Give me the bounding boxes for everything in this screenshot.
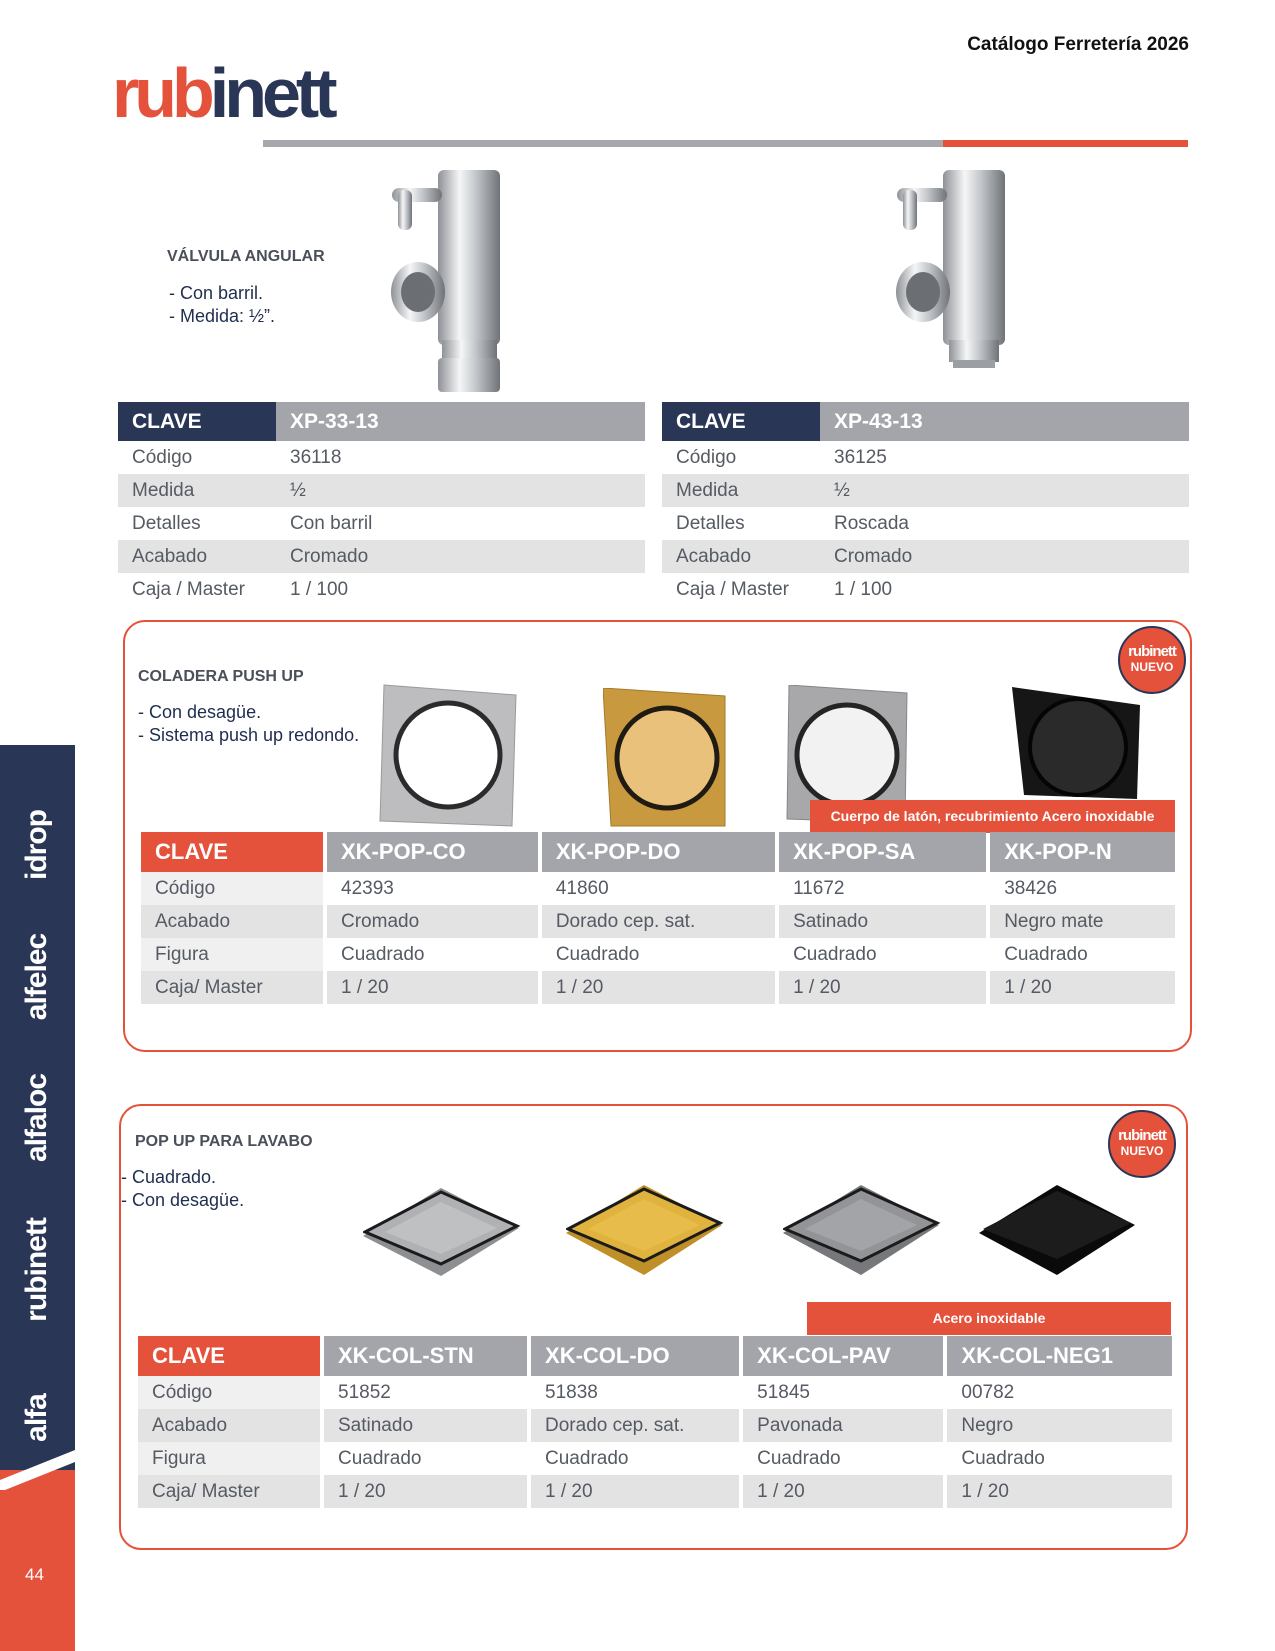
row-label: Acabado — [118, 540, 276, 573]
clave-label: CLAVE — [118, 402, 276, 441]
product-code: XK-POP-CO — [327, 832, 538, 872]
row-value: 38426 — [1004, 877, 1058, 899]
row-value: 00782 — [961, 1381, 1015, 1403]
valve-bullets — [169, 282, 275, 328]
popup-section-title: POP UP PARA LAVABO — [135, 1133, 313, 1150]
row-value: Cuadrado — [757, 1447, 841, 1469]
product-code: XK-POP-N — [990, 832, 1175, 872]
row-value: Cuadrado — [793, 943, 877, 965]
coladera-image-n — [1012, 687, 1142, 802]
valve-section-title: VÁLVULA ANGULAR — [167, 248, 325, 265]
row-value: 11672 — [793, 877, 845, 899]
popup-bullet: - Cuadrado. — [121, 1167, 217, 1187]
row-value: Roscada — [834, 512, 909, 534]
popup-image-pav — [783, 1185, 941, 1277]
popup-image-neg1 — [979, 1185, 1137, 1277]
row-value: 1 / 20 — [531, 1475, 739, 1508]
row-value: Cuadrado — [545, 1447, 629, 1469]
catalog-name: Catálogo Ferretería — [967, 34, 1142, 55]
valve-spec-table-2 — [662, 402, 1189, 606]
row-value: 42393 — [341, 877, 394, 899]
row-value: Negro — [947, 1409, 1172, 1442]
row-value: Dorado cep. sat. — [542, 905, 775, 938]
rubinett-logo: rubinett — [112, 54, 333, 132]
row-value: 1 / 100 — [834, 578, 893, 600]
row-value: 51852 — [338, 1381, 391, 1403]
valve-image-xp-33-13 — [390, 170, 520, 395]
nuevo-badge: rubinett NUEVO — [1108, 1110, 1176, 1178]
sidebar-page-block — [0, 1470, 75, 1651]
row-label: Código — [138, 1376, 320, 1409]
product-code: XK-COL-NEG1 — [947, 1336, 1172, 1376]
row-value: 36118 — [290, 446, 342, 468]
row-label: Acabado — [662, 540, 820, 573]
row-value: 1 / 20 — [542, 971, 775, 1004]
sidebar-brand-idrop[interactable]: idrop — [20, 810, 53, 880]
clave-label: CLAVE — [138, 1336, 320, 1376]
coladera-material-banner: Cuerpo de latón, recubrimiento Acero inoxidable — [810, 800, 1175, 833]
clave-label: CLAVE — [141, 832, 323, 872]
row-value: ½ — [820, 474, 1189, 507]
row-value: Con barril — [290, 512, 373, 534]
product-code: XK-COL-PAV — [743, 1336, 943, 1376]
row-value: 1 / 20 — [990, 971, 1175, 1004]
popup-bullet: - Con desagüe. — [121, 1190, 245, 1210]
row-label: Código — [132, 446, 193, 468]
row-value: Cromado — [276, 540, 645, 573]
row-value: Cuadrado — [341, 943, 425, 965]
sidebar-white-stripe — [0, 1440, 75, 1490]
sidebar-brand-alfelec[interactable]: alfelec — [20, 933, 53, 1021]
row-value: Cuadrado — [961, 1447, 1045, 1469]
row-label: Código — [676, 446, 737, 468]
popup-image-do — [566, 1185, 724, 1277]
coladera-image-do — [603, 688, 728, 828]
valve-bullet: - Medida: ½”. — [169, 306, 276, 326]
row-value: 51838 — [545, 1381, 598, 1403]
coladera-section-title: COLADERA PUSH UP — [138, 668, 304, 685]
row-label: Caja/ Master — [138, 1475, 320, 1508]
row-value: Pavonada — [743, 1409, 943, 1442]
row-value: 1 / 100 — [290, 578, 349, 600]
row-value: Dorado cep. sat. — [531, 1409, 739, 1442]
row-value: Satinado — [324, 1409, 527, 1442]
row-value: 41860 — [555, 877, 609, 899]
header-divider-grey — [263, 140, 943, 147]
sidebar-brand-alfa[interactable]: alfa — [20, 1394, 53, 1442]
row-label: Detalles — [676, 512, 745, 534]
row-label: Código — [141, 872, 323, 905]
row-value: Cuadrado — [338, 1447, 422, 1469]
row-label: Medida — [118, 474, 276, 507]
row-value: Cuadrado — [555, 943, 640, 965]
valve-spec-table-1 — [118, 402, 645, 606]
product-code: XK-POP-DO — [542, 832, 775, 872]
coladera-bullet: - Con desagüe. — [138, 702, 262, 722]
row-label: Figura — [138, 1442, 320, 1475]
popup-spec-table — [134, 1336, 1176, 1508]
product-code: XK-POP-SA — [779, 832, 986, 872]
sidebar-brand-alfaloc[interactable]: alfaloc — [20, 1073, 53, 1163]
row-label: Caja / Master — [676, 578, 789, 600]
row-value: ½ — [276, 474, 645, 507]
sidebar-brand-rubinett[interactable]: rubinett — [20, 1218, 53, 1322]
popup-bullets — [121, 1166, 244, 1212]
product-code: XP-33-13 — [276, 402, 645, 441]
row-value: 36125 — [834, 446, 887, 468]
row-value: 1 / 20 — [947, 1475, 1172, 1508]
row-label: Detalles — [132, 512, 201, 534]
product-code: XP-43-13 — [820, 402, 1189, 441]
row-value: Satinado — [779, 905, 986, 938]
row-label: Acabado — [138, 1409, 320, 1442]
valve-bullet: - Con barril. — [169, 283, 264, 303]
catalog-year: 2026 — [1146, 34, 1189, 55]
popup-material-banner: Acero inoxidable — [807, 1302, 1171, 1335]
coladera-spec-table — [137, 832, 1179, 1004]
row-value: 1 / 20 — [743, 1475, 943, 1508]
page-number: 44 — [25, 1565, 44, 1584]
row-label: Acabado — [141, 905, 323, 938]
coladera-image-co — [378, 683, 518, 828]
row-label: Caja / Master — [132, 578, 245, 600]
coladera-bullet: - Sistema push up redondo. — [138, 725, 360, 745]
row-value: 1 / 20 — [324, 1475, 527, 1508]
clave-label: CLAVE — [662, 402, 820, 441]
row-label: Medida — [662, 474, 820, 507]
row-value: Cromado — [820, 540, 1189, 573]
row-label: Figura — [141, 938, 323, 971]
header-divider-red — [943, 140, 1188, 147]
row-value: Negro mate — [990, 905, 1175, 938]
product-code: XK-COL-DO — [531, 1336, 739, 1376]
row-value: Cromado — [327, 905, 538, 938]
product-code: XK-COL-STN — [324, 1336, 527, 1376]
row-value: 51845 — [757, 1381, 810, 1403]
coladera-bullets — [138, 701, 359, 747]
row-value: Cuadrado — [1004, 943, 1088, 965]
row-value: 1 / 20 — [779, 971, 986, 1004]
row-label: Caja/ Master — [141, 971, 323, 1004]
popup-image-stn — [363, 1188, 521, 1278]
nuevo-badge: rubinett NUEVO — [1118, 626, 1186, 694]
catalog-title — [967, 34, 1189, 56]
valve-image-xp-43-13 — [895, 170, 1025, 395]
row-value: 1 / 20 — [327, 971, 538, 1004]
